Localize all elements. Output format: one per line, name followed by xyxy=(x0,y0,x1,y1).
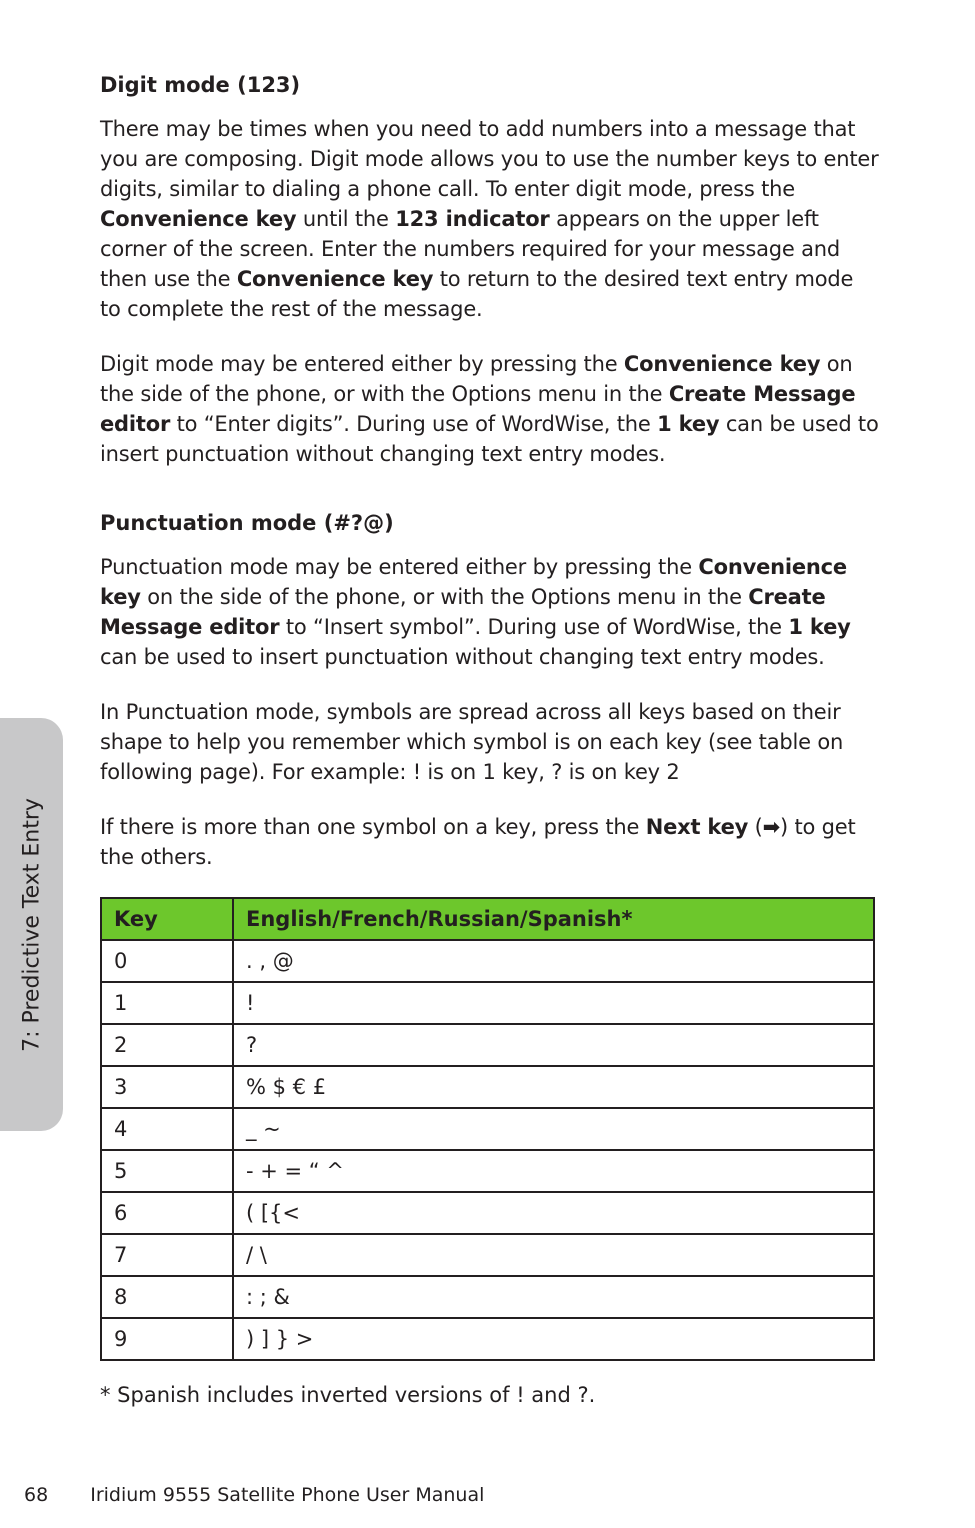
digit-mode-heading: Digit mode (123) xyxy=(100,73,301,97)
symbols-cell: - + = “ ^ xyxy=(233,1150,874,1192)
key-cell: 7 xyxy=(101,1234,233,1276)
punctuation-mode-paragraph-1: Punctuation mode may be entered either by pressing the Convenience key on the side of the phone, or with the Options menu in the Create Message editor to “Insert symbol”. During use of WordWise, the 1 key can be used to insert punctuation without changing text entry modes. xyxy=(100,555,851,669)
key-cell: 4 xyxy=(101,1108,233,1150)
symbol-table-body xyxy=(101,940,874,1360)
section-side-tab-label: 7: Predictive Text Entry xyxy=(19,797,44,1052)
table-row xyxy=(101,1150,874,1192)
symbols-cell: : ; & xyxy=(233,1276,874,1318)
table-row xyxy=(101,1276,874,1318)
page-footer xyxy=(24,1484,484,1506)
key-cell: 9 xyxy=(101,1318,233,1360)
key-cell: 1 xyxy=(101,982,233,1024)
table-row xyxy=(101,1234,874,1276)
table-footnote: * Spanish includes inverted versions of ! and ?. xyxy=(100,1383,596,1407)
manual-title: Iridium 9555 Satellite Phone User Manual xyxy=(90,1484,485,1506)
page-content xyxy=(100,70,880,1407)
punctuation-mode-paragraph-2: In Punctuation mode, symbols are spread across all keys based on their shape to help you remember which symbol is on each key (see table on following page). For example: ! is on 1 key, ? is on key 2 xyxy=(100,700,844,784)
header-languages: English/French/Russian/Spanish* xyxy=(233,898,874,940)
digit-mode-paragraph-1: There may be times when you need to add numbers into a message that you are composing. Digit mode allows you to use the number keys to enter digits, similar to dialing a phone call. To enter digit mode, press the Convenience key until the 123 indicator appears on the upper left corner of the screen. Enter the numbers required for your message and then use the Convenience key to return to the desired text entry mode to complete the rest of the message. xyxy=(100,117,879,321)
digit-mode-paragraph-2: Digit mode may be entered either by pressing the Convenience key on the side of the phone, or with the Options menu in the Create Message editor to “Enter digits”. During use of WordWise, the 1 key can be used to insert punctuation without changing text entry modes. xyxy=(100,352,879,466)
symbols-cell: _ ~ xyxy=(233,1108,874,1150)
symbols-cell: ) ] } > xyxy=(233,1318,874,1360)
symbols-cell: ! xyxy=(233,982,874,1024)
section-side-tab xyxy=(0,718,63,1131)
table-row xyxy=(101,940,874,982)
punctuation-mode-paragraph-3: If there is more than one symbol on a key, press the Next key (➡) to get the others. xyxy=(100,815,856,869)
table-row xyxy=(101,1108,874,1150)
key-cell: 5 xyxy=(101,1150,233,1192)
symbols-cell: ? xyxy=(233,1024,874,1066)
key-cell: 0 xyxy=(101,940,233,982)
table-row xyxy=(101,1024,874,1066)
symbols-cell: % $ € £ xyxy=(233,1066,874,1108)
symbol-table xyxy=(100,897,875,1361)
table-row xyxy=(101,1318,874,1360)
key-cell: 3 xyxy=(101,1066,233,1108)
symbol-table-header xyxy=(101,898,874,940)
key-cell: 2 xyxy=(101,1024,233,1066)
table-row xyxy=(101,1066,874,1108)
punctuation-mode-heading: Punctuation mode (#?@) xyxy=(100,511,394,535)
page-number: 68 xyxy=(24,1484,49,1506)
table-row xyxy=(101,982,874,1024)
symbols-cell: / \ xyxy=(233,1234,874,1276)
key-cell: 6 xyxy=(101,1192,233,1234)
symbols-cell: . , @ xyxy=(233,940,874,982)
header-key: Key xyxy=(101,898,233,940)
table-row xyxy=(101,1192,874,1234)
key-cell: 8 xyxy=(101,1276,233,1318)
symbols-cell: ( [{< xyxy=(233,1192,874,1234)
